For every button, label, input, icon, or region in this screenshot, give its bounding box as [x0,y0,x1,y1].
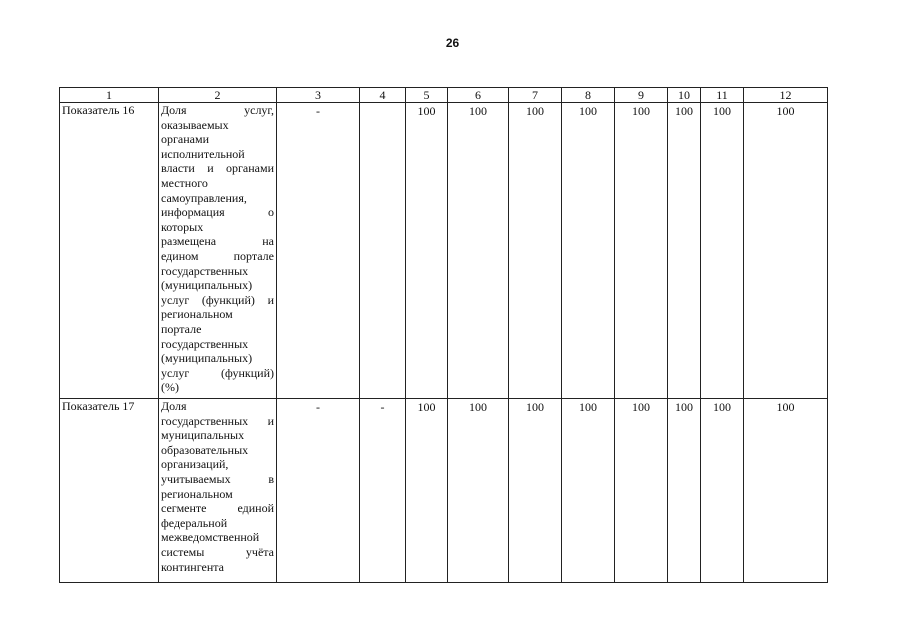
description-line: федеральной [161,515,228,530]
indicator-name: Показатель 16 [60,103,159,399]
column-header: 1 [60,88,159,103]
value-cell: 100 [615,103,668,399]
value-cell: 100 [701,103,744,399]
description-line: государственных [161,263,249,278]
column-header: 12 [744,88,828,103]
table-row [60,103,828,399]
description-line: которых [161,219,204,234]
description-line: муниципальных [161,428,245,443]
description-line: исполнительной [161,146,245,161]
column-header: 4 [360,88,406,103]
header-row [60,88,828,103]
column-header: 9 [615,88,668,103]
value-cell: 100 [668,103,701,399]
description-line: межведомственной [161,530,260,545]
description-line: (%) [161,380,179,395]
value-cell: 100 [448,103,509,399]
description-line: учитываемых в [161,471,274,486]
indicator-description [159,399,277,583]
description-line: власти и органами [161,161,274,176]
column-header: 7 [509,88,562,103]
description-line: едином портале [161,248,274,263]
value-cell [360,103,406,399]
description-line: портале [161,321,202,336]
column-header: 11 [701,88,744,103]
description-line: размещена на [161,234,274,249]
description-line: оказываемых [161,117,229,132]
description-line: Доля [161,399,187,413]
value-cell: 100 [744,399,828,583]
value-cell: - [360,399,406,583]
description-line: услуг (функций) и [161,292,274,307]
value-cell: 100 [701,399,744,583]
description-line: региональном [161,307,233,322]
column-header: 3 [277,88,360,103]
value-cell: 100 [509,399,562,583]
indicator-description [159,103,277,399]
value-cell: 100 [406,103,448,399]
value-cell: 100 [668,399,701,583]
description-line: сегменте единой [161,501,274,516]
description-line: (муниципальных) [161,351,253,366]
description-line: образовательных [161,442,249,457]
description-line: государственных и [161,413,274,428]
value-cell: - [277,399,360,583]
description-line: контингента [161,559,224,574]
indicator-name: Показатель 17 [60,399,159,583]
column-header: 8 [562,88,615,103]
description-line: информация о [161,205,274,220]
value-cell: - [277,103,360,399]
indicator-table [59,87,828,583]
description-line: (муниципальных) [161,278,253,293]
description-line: организаций, [161,457,229,472]
description-line: услуг (функций) [161,365,274,380]
page-number: 26 [445,36,460,50]
value-cell: 100 [744,103,828,399]
description-line: самоуправления, [161,190,247,205]
column-header: 6 [448,88,509,103]
description-line: государственных [161,336,249,351]
value-cell: 100 [562,103,615,399]
column-header: 2 [159,88,277,103]
description-line: системы учёта [161,544,274,559]
table-row [60,399,828,583]
value-cell: 100 [509,103,562,399]
description-line: Доля услуг, [161,103,274,117]
description-line: органами [161,132,210,147]
column-header: 10 [668,88,701,103]
description-line: местного [161,175,208,190]
description-line: региональном [161,486,233,501]
value-cell: 100 [406,399,448,583]
value-cell: 100 [448,399,509,583]
value-cell: 100 [615,399,668,583]
value-cell: 100 [562,399,615,583]
column-header: 5 [406,88,448,103]
